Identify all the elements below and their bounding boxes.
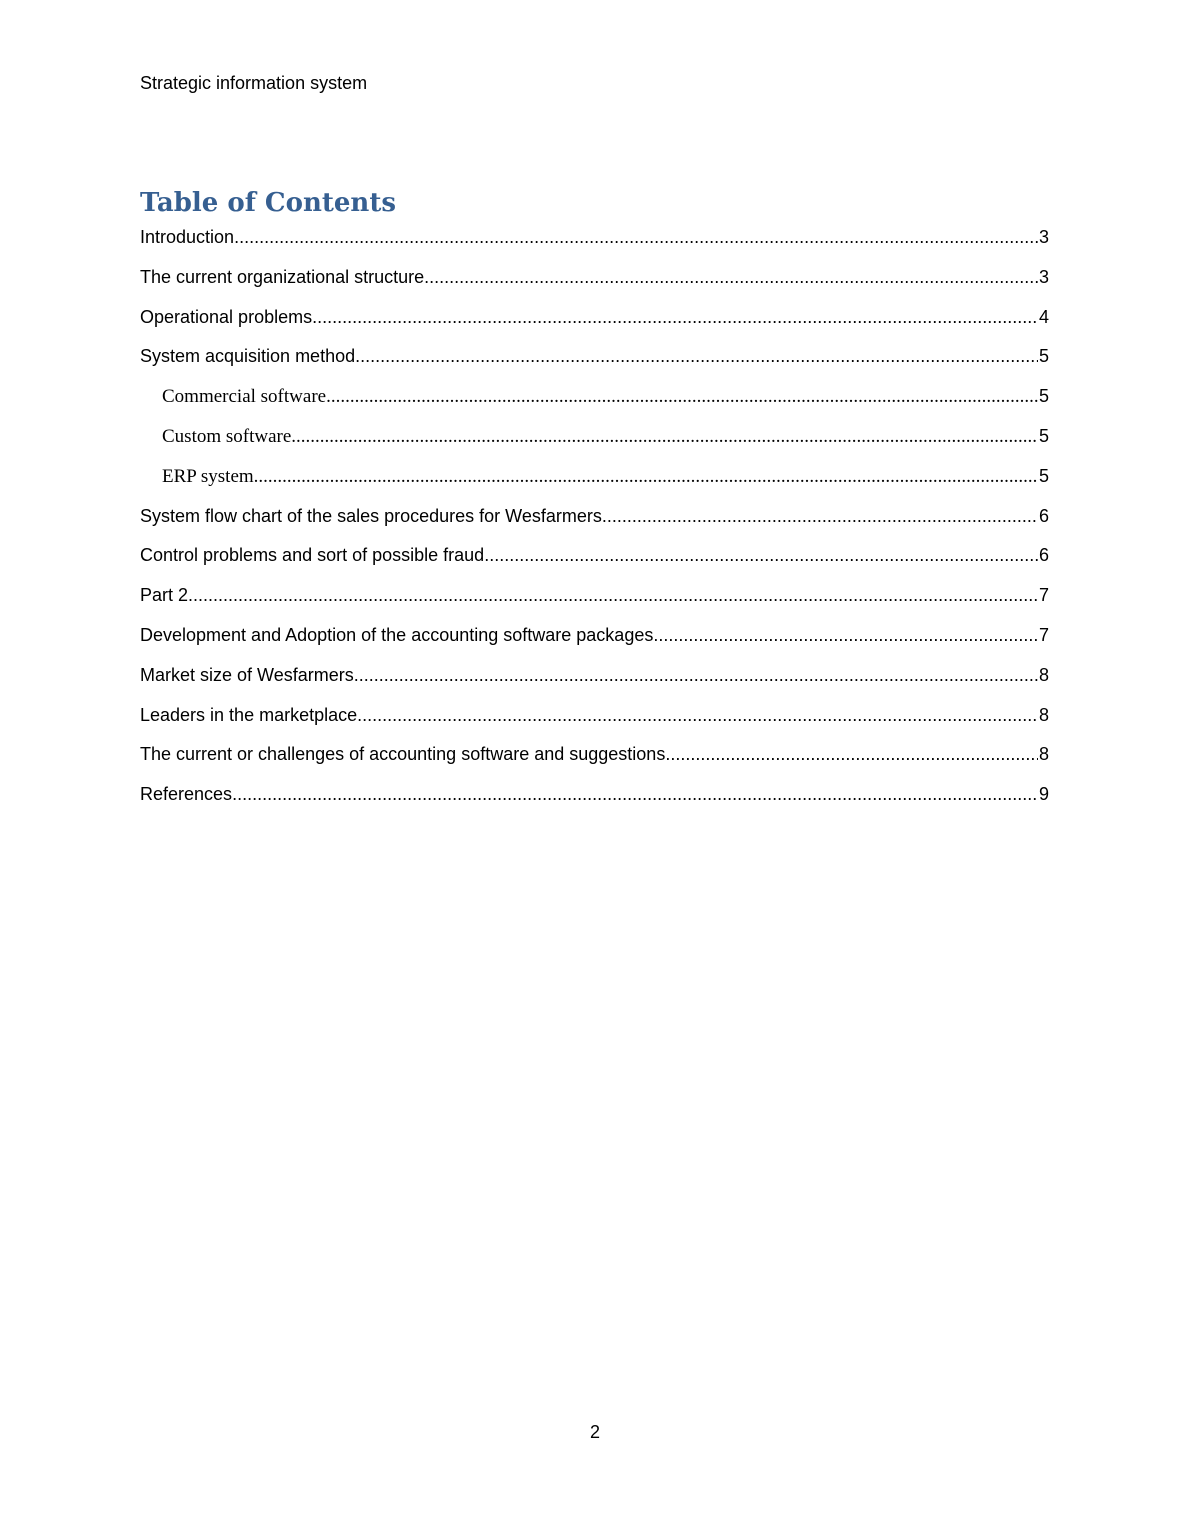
toc-subentry[interactable]	[140, 385, 1049, 425]
toc-dot-leader	[602, 505, 1038, 527]
toc-entry-page: 7	[1038, 624, 1049, 645]
toc-entry[interactable]	[140, 704, 1049, 744]
toc-entry[interactable]	[140, 226, 1049, 266]
toc-dot-leader	[424, 266, 1038, 288]
toc-entry[interactable]	[140, 306, 1049, 346]
toc-entry-text: ERP system	[162, 465, 254, 487]
toc-entry[interactable]	[140, 783, 1049, 823]
toc-entry[interactable]	[140, 345, 1049, 385]
toc-entry-page: 3	[1038, 266, 1049, 287]
toc-entry-page: 8	[1038, 744, 1049, 765]
toc-entry-page: 3	[1038, 227, 1049, 247]
toc-dot-leader	[355, 345, 1038, 367]
toc-dot-leader	[291, 426, 1038, 448]
toc-entry-text: System acquisition method	[140, 346, 356, 367]
toc-entry[interactable]	[140, 544, 1049, 584]
toc-title: Table of Contents	[140, 188, 396, 218]
toc-entry-text: Part 2	[140, 585, 189, 606]
toc-entry-text: Control problems and sort of possible fraud	[140, 545, 485, 566]
toc-entry-page: 5	[1038, 465, 1049, 486]
toc-entry-text: Operational problems	[140, 306, 313, 327]
toc-dot-leader	[653, 624, 1038, 646]
toc-dot-leader	[234, 226, 1038, 248]
toc-dot-leader	[484, 544, 1038, 566]
toc-entry-page: 8	[1038, 704, 1049, 725]
toc-entry-page: 6	[1038, 545, 1049, 566]
toc-dot-leader	[357, 704, 1038, 726]
toc-entry-text: The current organizational structure	[140, 266, 425, 287]
toc-entry-page: 5	[1038, 346, 1049, 367]
toc-entry-page: 9	[1038, 784, 1049, 805]
toc-entry[interactable]	[140, 505, 1049, 545]
toc-entry-text: System flow chart of the sales procedures for Wesfarmers	[140, 505, 602, 526]
toc-entry[interactable]	[140, 664, 1049, 704]
toc-dot-leader	[665, 743, 1038, 765]
toc-entry[interactable]	[140, 266, 1049, 306]
toc-dot-leader	[312, 306, 1038, 328]
toc-subentry[interactable]	[140, 465, 1049, 505]
toc-entry-page: 8	[1038, 664, 1049, 685]
toc-list	[140, 226, 1049, 823]
toc-entry[interactable]	[140, 624, 1049, 664]
toc-entry-text: Leaders in the marketplace	[140, 704, 358, 725]
toc-entry[interactable]	[140, 743, 1049, 783]
toc-entry-text: The current or challenges of accounting software and suggestions	[140, 744, 666, 765]
toc-entry-page: 4	[1038, 306, 1049, 327]
toc-entry-text: Introduction	[140, 227, 235, 247]
toc-dot-leader	[232, 783, 1038, 805]
toc-entry-text: Market size of Wesfarmers	[140, 664, 354, 685]
running-header: Strategic information system	[140, 73, 368, 93]
toc-entry-page: 7	[1038, 585, 1049, 606]
toc-dot-leader	[254, 466, 1038, 488]
toc-entry-text: Custom software	[162, 425, 292, 447]
toc-entry-page: 5	[1038, 425, 1049, 446]
toc-dot-leader	[354, 664, 1038, 686]
toc-entry-text: Commercial software	[162, 386, 327, 408]
toc-entry[interactable]	[140, 584, 1049, 624]
page-number: 2	[589, 1422, 600, 1442]
toc-entry-page: 5	[1038, 386, 1049, 407]
toc-entry-text: References	[140, 784, 233, 805]
toc-dot-leader	[326, 386, 1038, 408]
toc-entry-page: 6	[1038, 505, 1049, 526]
toc-dot-leader	[188, 584, 1038, 606]
toc-subentry[interactable]	[140, 425, 1049, 465]
toc-entry-text: Development and Adoption of the accounting software packages	[140, 624, 654, 645]
